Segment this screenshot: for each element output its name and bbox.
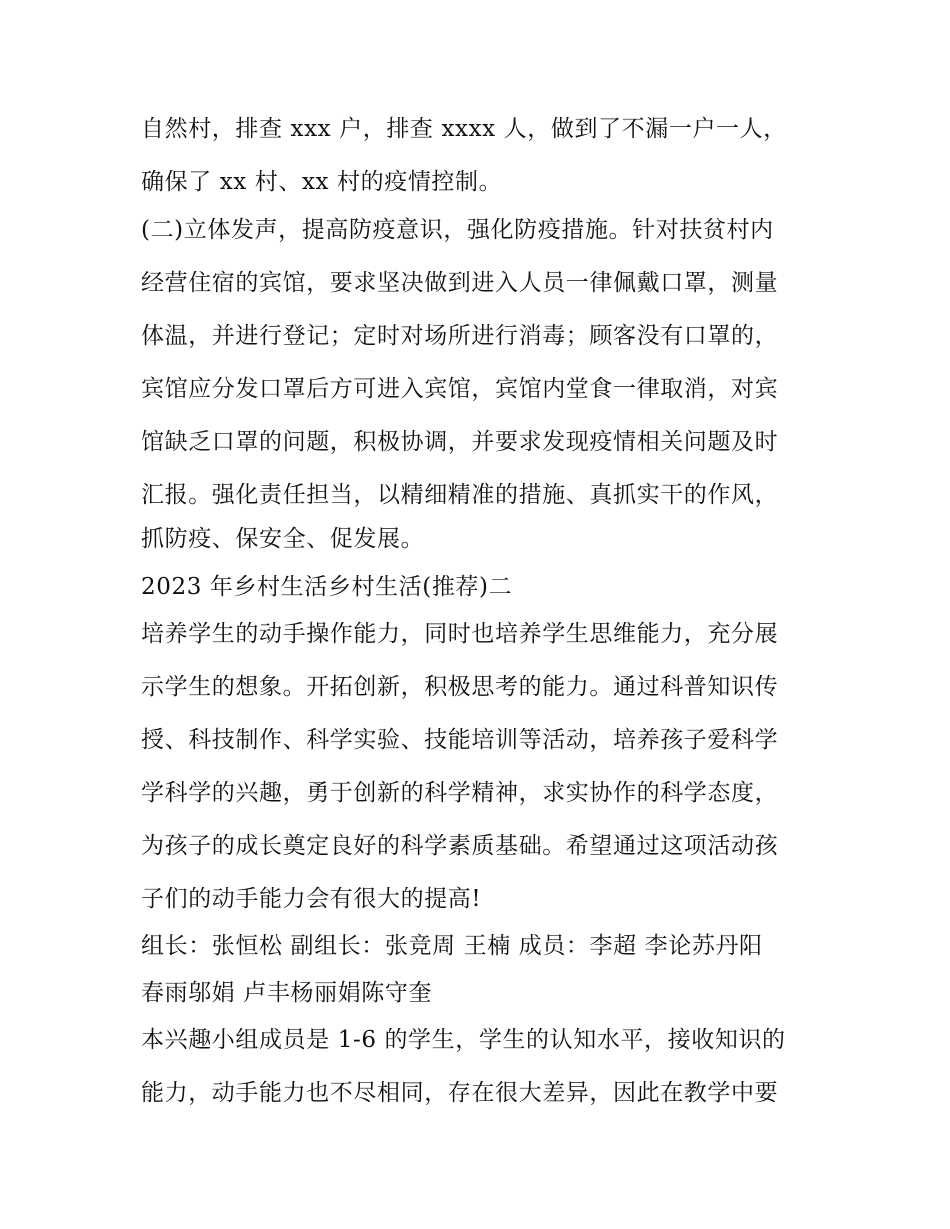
text-line: 汇报。强化责任担当，以精细精准的措施、真抓实干的作风， <box>141 482 779 508</box>
text-line: 示学生的想象。开拓创新，积极思考的能力。通过科普知识传 <box>141 674 779 700</box>
text-line: 抓防疫、保安全、促发展。 <box>141 526 425 552</box>
text-line: 自然村，排查 xxx 户，排查 xxxx 人，做到了不漏一户一人， <box>141 116 787 142</box>
text-line: 为孩子的成长奠定良好的科学素质基础。希望通过这项活动孩 <box>141 833 779 859</box>
text-line: 宾馆应分发口罩后方可进入宾馆，宾馆内堂食一律取消，对宾 <box>141 376 779 402</box>
text-line: 能力，动手能力也不尽相同，存在很大差异，因此在教学中要 <box>141 1080 779 1106</box>
text-line: (二)立体发声，提高防疫意识，强化防疫措施。针对扶贫村内 <box>141 217 774 243</box>
text-line: 学科学的兴趣，勇于创新的科学精神，求实协作的科学态度， <box>141 780 779 806</box>
text-line: 本兴趣小组成员是 1-6 的学生，学生的认知水平，接收知识的 <box>141 1027 786 1053</box>
text-line: 子们的动手能力会有很大的提高! <box>141 886 482 912</box>
text-line: 馆缺乏口罩的问题，积极协调，并要求发现疫情相关问题及时 <box>141 429 779 455</box>
text-line: 春雨邬娟 卢丰杨丽娟陈守奎 <box>141 980 433 1006</box>
section-heading: 2023 年乡村生活乡村生活(推荐)二 <box>141 574 513 600</box>
text-line: 授、科技制作、科学实验、技能培训等活动，培养孩子爱科学 <box>141 727 779 753</box>
text-line: 经营住宿的宾馆，要求坚决做到进入人员一律佩戴口罩，测量 <box>141 270 779 296</box>
text-line: 组长：张恒松 副组长：张竞周 王楠 成员：李超 李论苏丹阳 <box>141 933 763 959</box>
text-line: 确保了 xx 村、xx 村的疫情控制。 <box>141 169 503 195</box>
text-line: 培养学生的动手操作能力，同时也培养学生思维能力，充分展 <box>141 621 779 647</box>
text-line: 体温，并进行登记；定时对场所进行消毒；顾客没有口罩的， <box>141 323 779 349</box>
